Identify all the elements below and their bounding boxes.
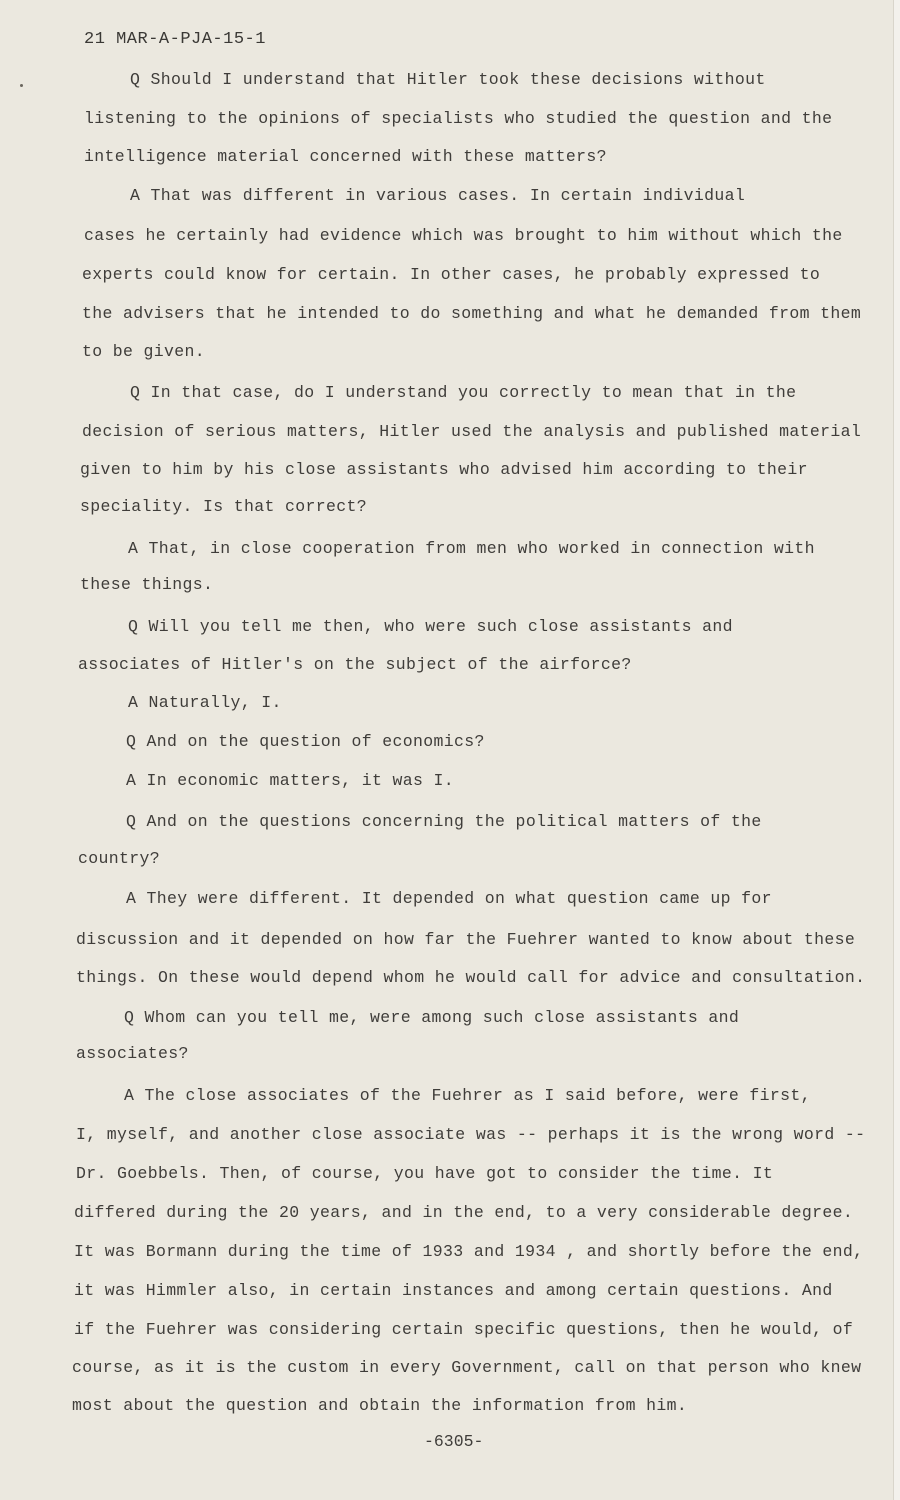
text-line: differed during the 20 years, and in the end, to a very considerable degree. — [74, 1203, 854, 1222]
text-line: most about the question and obtain the information from him. — [72, 1396, 688, 1415]
document-header: 21 MAR-A-PJA-15-1 — [84, 30, 266, 49]
text-line: intelligence material concerned with these matters? — [84, 147, 607, 166]
text-line: given to him by his close assistants who advised him according to their — [80, 460, 808, 479]
text-line: listening to the opinions of specialists who studied the question and the — [84, 109, 833, 128]
text-line: It was Bormann during the time of 1933 and 1934 , and shortly before the end, — [74, 1242, 864, 1261]
text-line: associates? — [76, 1044, 189, 1063]
text-line: the advisers that he intended to do something and what he demanded from them — [82, 304, 862, 323]
text-line: A The close associates of the Fuehrer as I said before, were first, — [124, 1086, 811, 1105]
text-line: Q Should I understand that Hitler took these decisions without — [130, 70, 766, 89]
text-line: country? — [78, 849, 161, 868]
text-line: A That was different in various cases. In certain individual — [130, 186, 746, 205]
text-line: Q In that case, do I understand you correctly to mean that in the — [130, 383, 797, 402]
text-line: things. On these would depend whom he would call for advice and consultation. — [76, 968, 866, 987]
text-line: A That, in close cooperation from men who worked in connection with — [128, 539, 815, 558]
text-line: Q Whom can you tell me, were among such close assistants and — [124, 1008, 740, 1027]
text-line: A In economic matters, it was I. — [126, 771, 455, 790]
page-number: -6305- — [424, 1432, 484, 1451]
text-line: these things. — [80, 575, 214, 594]
text-line: speciality. Is that correct? — [80, 497, 368, 516]
text-line: experts could know for certain. In other cases, he probably expressed to — [82, 265, 821, 284]
text-line: course, as it is the custom in every Government, call on that person who knew — [72, 1358, 862, 1377]
text-line: Q And on the questions concerning the political matters of the — [126, 812, 762, 831]
text-line: cases he certainly had evidence which was brought to him without which the — [84, 226, 843, 245]
text-line: to be given. — [82, 342, 206, 361]
text-line: I, myself, and another close associate was -- perhaps it is the wrong word -- — [76, 1125, 866, 1144]
text-line: decision of serious matters, Hitler used the analysis and published material — [82, 422, 862, 441]
text-line: Q And on the question of economics? — [126, 732, 485, 751]
paper-speck — [20, 84, 23, 87]
text-line: discussion and it depended on how far the Fuehrer wanted to know about these — [76, 930, 856, 949]
text-line: if the Fuehrer was considering certain specific questions, then he would, of — [74, 1320, 854, 1339]
text-line: A They were different. It depended on what question came up for — [126, 889, 772, 908]
text-line: Q Will you tell me then, who were such close assistants and — [128, 617, 733, 636]
text-line: Dr. Goebbels. Then, of course, you have got to consider the time. It — [76, 1164, 774, 1183]
text-line: it was Himmler also, in certain instances and among certain questions. And — [74, 1281, 833, 1300]
text-line: associates of Hitler's on the subject of the airforce? — [78, 655, 632, 674]
text-line: A Naturally, I. — [128, 693, 282, 712]
page-edge — [893, 0, 900, 1500]
